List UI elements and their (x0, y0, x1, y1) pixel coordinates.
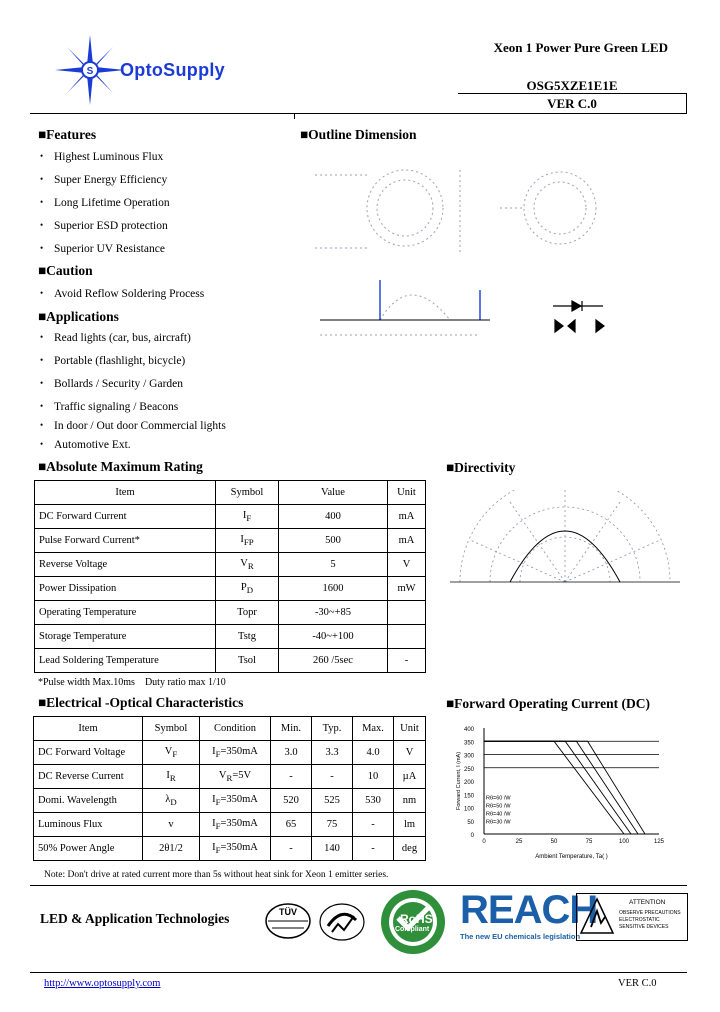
y-tick-label: 200 (463, 780, 474, 786)
table-row: Luminous Flux v $I_F=350mA$ 65 75 - lm (34, 813, 426, 837)
y-tick-label: 400 (463, 727, 474, 733)
outline-drawing (310, 160, 610, 355)
abs-max-heading: ■Absolute Maximum Rating (38, 459, 203, 474)
table-header-row: Item Symbol Condition Min. Typ. Max. Unit (34, 717, 426, 741)
legend-entry: Rθ=60 /W (486, 795, 511, 802)
x-tick-label: 75 (585, 839, 593, 845)
part-number: OSG5XZE1E1E (526, 78, 618, 93)
list-item: • Bollards / Security / Garden (40, 378, 184, 390)
list-item: • Superior UV Resistance (40, 243, 165, 255)
certification-seal (318, 902, 366, 947)
directivity-heading: ■Directivity (446, 460, 516, 475)
legend-entry: Rθ=30 /W (486, 819, 511, 826)
electrical-table (33, 716, 426, 861)
esd-warning-icon (579, 897, 615, 937)
outline-heading: ■Outline Dimension (300, 127, 417, 142)
brand-logo (55, 35, 125, 110)
y-axis-label: Forward Current, I (mA) (456, 751, 462, 811)
forward-chart-heading: ■Forward Operating Current (DC) (446, 696, 650, 711)
product-title: Xeon 1 Power Pure Green LED (493, 40, 668, 55)
footer-bottom-rule (30, 972, 687, 973)
electrical-heading: ■Electrical -Optical Characteristics (38, 695, 244, 710)
table-row: DC Forward Current $I_F$ 400 mA (35, 505, 426, 529)
col-value: Value (279, 481, 388, 505)
electrical-note: Note: Don't drive at rated current more than 5s without heat sink for Xeon 1 emitter series. (44, 870, 389, 880)
col-symbol: Symbol (216, 481, 279, 505)
table-row: Reverse Voltage $V_R$ 5 V (35, 553, 426, 577)
list-item: • Highest Luminous Flux (40, 151, 164, 163)
divider (686, 93, 687, 113)
package-outline-figure (310, 160, 610, 350)
version-label: VER C.0 (547, 96, 597, 111)
footer-company: LED & Application Technologies (40, 911, 230, 926)
attention-line: SENSITIVE DEVICES (619, 924, 669, 930)
x-tick-label: 25 (515, 839, 523, 845)
list-item: • Long Lifetime Operation (40, 197, 170, 209)
header-rule (30, 113, 687, 114)
x-tick-label: 100 (618, 839, 630, 845)
table-row: DC Forward Voltage $V_F$ $I_F=350mA$ 3.0 3.3 4.0 V (34, 741, 426, 765)
features-heading: ■Features (38, 127, 97, 142)
y-tick-label: 0 (470, 833, 474, 839)
star-logo-icon (55, 35, 125, 105)
list-item: • Automotive Ext. (40, 439, 131, 451)
x-tick-label: 50 (550, 839, 558, 845)
reach-badge (460, 888, 598, 942)
table-row: DC Reverse Current $I_R$ $V_R=5V$ - - 10 µA (34, 765, 426, 789)
list-item: • Avoid Reflow Soldering Process (40, 288, 205, 300)
y-tick-label: 150 (463, 793, 474, 800)
x-tick-label: 125 (653, 839, 665, 845)
rohs-badge (378, 888, 448, 961)
list-item: • In door / Out door Commercial lights (40, 420, 226, 432)
list-item: • Portable (flashlight, bicycle) (40, 355, 186, 367)
table-row: Storage Temperature Tstg -40~+100 (35, 625, 426, 649)
table-row: Domi. Wavelength $\lambda_D$ $I_F=350mA$ 520 525 530 nm (34, 789, 426, 813)
header-rule-tick (294, 113, 295, 119)
footer-version: VER C.0 (618, 978, 657, 989)
col-item: Item (35, 481, 216, 505)
tuv-label: TÜV (279, 907, 297, 917)
list-item: • Read lights (car, bus, aircraft) (40, 332, 191, 344)
legend-entry: Rθ=40 /W (486, 811, 511, 818)
svg-text:S: S (86, 66, 94, 77)
abs-max-footnote: *Pulse width Max.10ms Duty ratio max 1/10 (38, 677, 226, 688)
rohs-label: RoHS (400, 912, 433, 926)
applications-heading: ■Applications (38, 309, 119, 324)
legend-entry: Rθ=50 /W (486, 803, 511, 810)
table-row: 50% Power Angle 2θ1/2 $I_F=350mA$ - 140 - deg (34, 837, 426, 861)
list-item: • Superior ESD protection (40, 220, 168, 232)
list-item: • Traffic signaling / Beacons (40, 401, 179, 413)
x-axis-label: Ambient Temperature, Ta( ) (535, 854, 608, 860)
brand-name: OptoSupply (120, 60, 225, 80)
y-tick-label: 300 (463, 753, 474, 760)
directivity-figure (450, 490, 680, 605)
attention-heading: ATTENTION (629, 899, 666, 906)
x-tick-label: 0 (482, 839, 486, 845)
table-row: Lead Soldering Temperature Tsol 260 /5sec - (35, 649, 426, 673)
tuv-badge (264, 902, 312, 945)
table-row: Power Dissipation $P_D$ 1600 mW (35, 577, 426, 601)
table-row: Operating Temperature Topr -30~+85 (35, 601, 426, 625)
list-item: • Super Energy Efficiency (40, 174, 168, 186)
website-link[interactable]: http://www.optosupply.com (44, 978, 161, 989)
footer-rule (30, 885, 687, 886)
y-tick-label: 350 (463, 740, 474, 747)
caution-heading: ■Caution (38, 263, 93, 278)
seal-icon (318, 902, 366, 942)
abs-max-table (34, 480, 426, 673)
table-header-row (35, 481, 426, 505)
rohs-sub-label: Compliant (395, 926, 430, 933)
forward-current-chart (446, 718, 686, 863)
forward-chart (446, 718, 686, 868)
attention-line: OBSERVE PRECAUTIONS (619, 910, 681, 916)
table-row: Pulse Forward Current* $I_{FP}$ 500 mA (35, 529, 426, 553)
esd-attention-label (576, 893, 688, 941)
reach-sub-label: The new EU chemicals legislation (460, 932, 581, 941)
y-tick-label: 100 (463, 806, 474, 813)
polar-plot (450, 490, 680, 600)
y-tick-label: 250 (463, 766, 474, 773)
y-tick-label: 50 (467, 819, 474, 826)
col-unit: Unit (388, 481, 426, 505)
reach-label: REACH (460, 888, 598, 932)
attention-line: ELECTROSTATIC (619, 917, 660, 923)
